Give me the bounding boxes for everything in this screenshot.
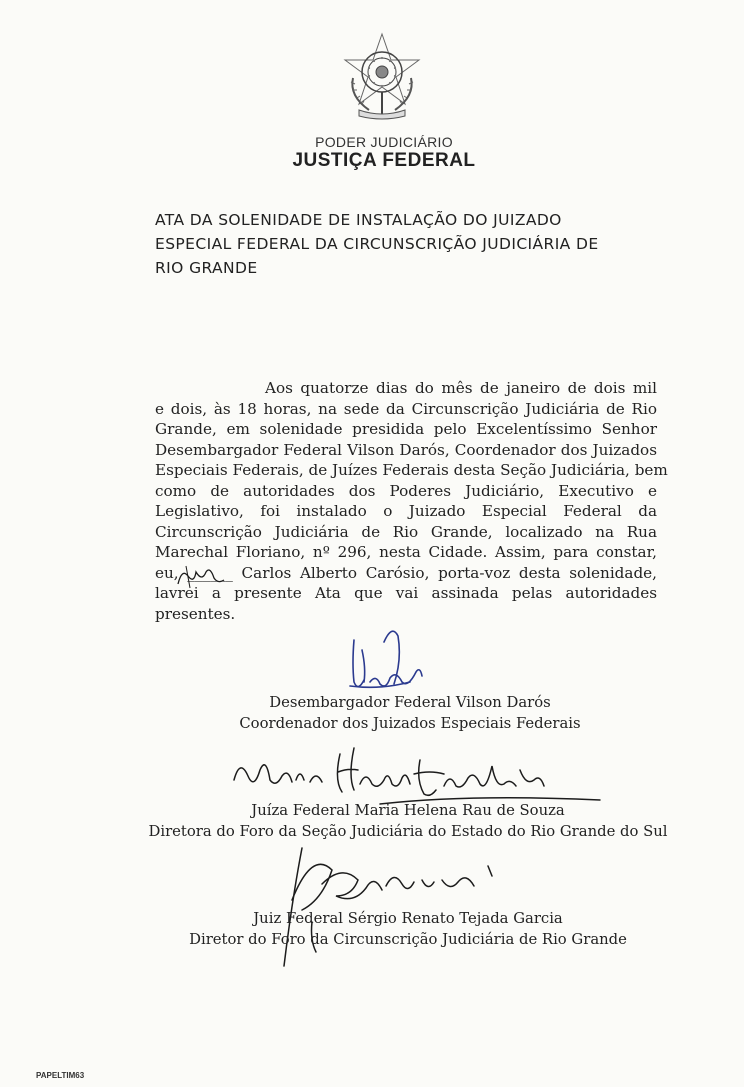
body-line: Circunscrição Judiciária de Rio Grande, localizado na Rua <box>155 522 657 541</box>
signatory-name: Juíza Federal Maria Helena Rau de Souza <box>251 802 565 819</box>
body-line: Desembargador Federal Vilson Darós, Coordenador dos Juizados <box>155 440 657 459</box>
body-line: presentes. <box>155 604 236 623</box>
body-line: Grande, em solenidade presidida pelo Excelentíssimo Senhor <box>155 420 657 438</box>
document-heading <box>155 208 625 280</box>
initials-signature <box>176 564 228 590</box>
body-line: Aos quatorze dias do mês de janeiro de dois mil <box>265 379 657 397</box>
body-paragraph <box>155 378 668 624</box>
heading-line: RIO GRANDE <box>155 259 258 277</box>
heading-line: ATA DA SOLENIDADE DE INSTALAÇÃO DO JUIZADO <box>155 211 562 229</box>
signatory-block-3 <box>36 908 744 950</box>
heading-line: ESPECIAL FEDERAL DA CIRCUNSCRIÇÃO JUDICIÁRIA DE <box>155 235 599 253</box>
letterhead-line2: JUSTIÇA FEDERAL <box>292 150 476 171</box>
signatory-block-2 <box>36 800 744 842</box>
body-line: Legislativo, foi instalado o Juizado Especial Federal da <box>155 502 657 520</box>
body-line: como de autoridades dos Poderes Judiciário, Executivo e <box>155 481 657 500</box>
signature-vilson-daros <box>340 620 430 700</box>
paper-code: PAPELTIM63 <box>36 1071 85 1080</box>
body-line: lavrei a presente Ata que vai assinada pelas autoridades <box>155 584 657 602</box>
signatory-name: Juiz Federal Sérgio Renato Tejada Garcia <box>253 910 563 927</box>
signatory-role: Diretor do Foro da Circunscrição Judiciária de Rio Grande <box>189 931 627 948</box>
coat-of-arms-seal <box>339 30 425 120</box>
body-line: eu, ______ Carlos Alberto Carósio, porta-voz desta solenidade, <box>155 563 657 582</box>
signatory-block-1 <box>38 692 744 734</box>
signature-sergio-tejada <box>262 840 512 970</box>
body-line: Marechal Floriano, nº 296, nesta Cidade. Assim, para constar, <box>155 543 657 561</box>
signatory-role: Diretora do Foro da Seção Judiciária do Estado do Rio Grande do Sul <box>148 823 668 840</box>
letterhead-line1: PODER JUDICIÁRIO <box>315 134 453 150</box>
signatory-name: Desembargador Federal Vilson Darós <box>269 694 551 711</box>
body-line: Especiais Federais, de Juízes Federais desta Seção Judiciária, bem <box>155 461 668 479</box>
signatory-role: Coordenador dos Juizados Especiais Federais <box>239 715 581 732</box>
body-line: e dois, às 18 horas, na sede da Circunscrição Judiciária de Rio <box>155 399 657 418</box>
